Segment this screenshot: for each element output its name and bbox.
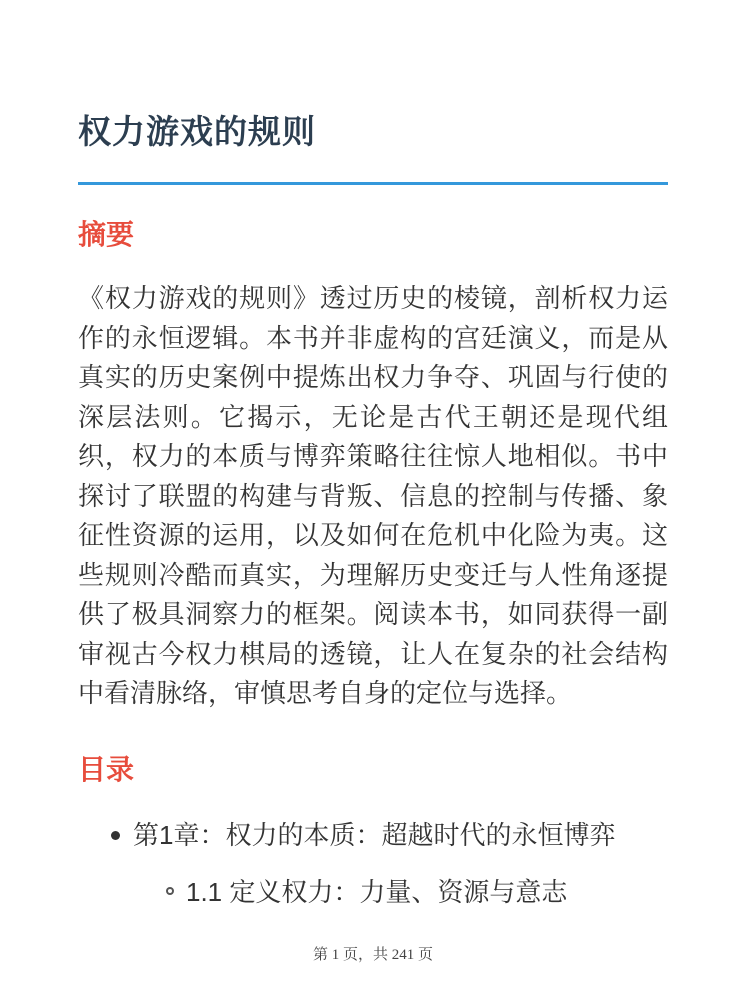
toc-list — [78, 816, 668, 912]
abstract-heading: 摘要 — [78, 218, 135, 250]
circle-bullet-icon — [166, 887, 174, 895]
toc-subtree — [78, 873, 668, 913]
title-divider — [78, 182, 668, 185]
toc-subitem-label: 1.1 定义权力：力量、资源与意志 — [186, 876, 568, 907]
toc-sublist — [78, 873, 668, 913]
toc-subitem-1-1 — [78, 873, 668, 913]
toc-item-chapter-1 — [78, 816, 668, 856]
page-number-indicator: 第 1 页，共 241 页 — [312, 947, 433, 963]
disc-bullet-icon — [111, 831, 120, 840]
page-title: 权力游戏的规则 — [78, 113, 316, 150]
toc-heading: 目录 — [78, 753, 135, 785]
toc-item-label: 第1章：权力的本质：超越时代的永恒博弈 — [133, 820, 616, 851]
abstract-paragraph: 《权力游戏的规则》透过历史的棱镜，剖析权力运作的永恒逻辑。本书并非虚构的宫廷演义，而是从真实的历史案例中提炼出权力争夺、巩固与行使的深层法则。它揭示，无论是古代王朝还是现代组织，权力的本质与博弈策略往往惊人地相似。书中探讨了联盟的构建与背叛、信息的控制与传播、象征性资源的运用，以及如何在危机中化险为夷。这些规则冷酷而真实，为理解历史变迁与人性角逐提供了极具洞察力的框架。阅读本书，如同获得一副审视古今权力棋局的透镜，让人在复杂的社会结构中看清脉络，审慎思考自身的定位与选择。 — [78, 282, 668, 709]
